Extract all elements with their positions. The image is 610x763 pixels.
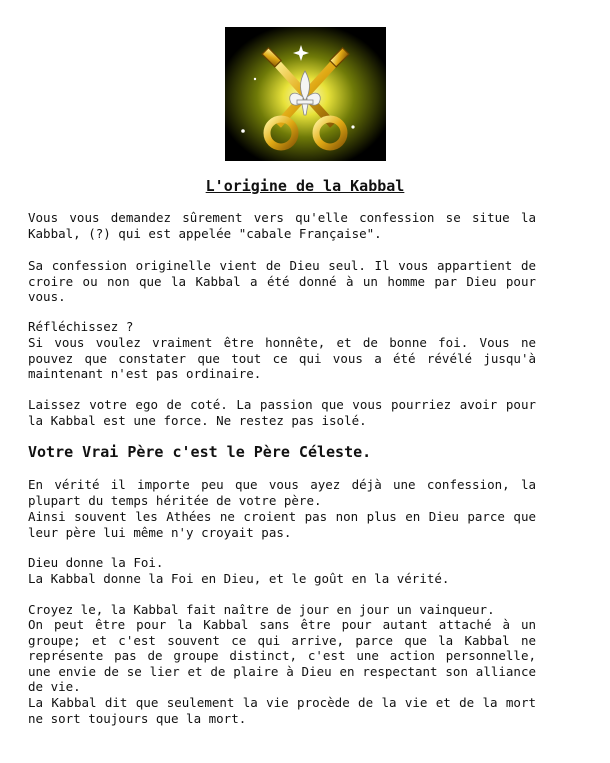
hero-image: [225, 27, 386, 161]
paragraph-1: Vous vous demandez sûrement vers qu'elle confession se situe la Kabbal, (?) qui est appelée "cabale Française".: [28, 210, 536, 241]
paragraph-3: Réfléchissez ?: [28, 319, 134, 334]
paragraph-2: Sa confession originelle vient de Dieu seul. Il vous appartient de croire ou non que la Kabbal a été donné à un homme par Dieu pour vous.: [28, 258, 536, 305]
paragraph-10: Croyez le, la Kabbal fait naître de jour en jour un vainqueur.: [28, 602, 495, 617]
crossed-keys-fleur-de-lis-icon: [225, 27, 386, 161]
paragraph-8: Dieu donne la Foi.: [28, 555, 164, 570]
paragraph-4: Si vous voulez vraiment être honnête, et de bonne foi. Vous ne pouvez que constater que tout ce qui vous a été révélé jusqu'à maintenant n'est pas ordinaire.: [28, 335, 536, 382]
section-heading: Votre Vrai Père c'est le Père Céleste.: [28, 443, 372, 461]
paragraph-7: Ainsi souvent les Athées ne croient pas non plus en Dieu parce que leur père lui même n'y croyait pas.: [28, 509, 536, 540]
page-title: L'origine de la Kabbal: [205, 177, 405, 195]
paragraph-5: Laissez votre ego de coté. La passion que vous pourriez avoir pour la Kabbal est une force. Ne restez pas isolé.: [28, 397, 536, 428]
paragraph-9: La Kabbal donne la Foi en Dieu, et le goût en la vérité.: [28, 571, 450, 586]
paragraph-11: On peut être pour la Kabbal sans être pour autant attaché à un groupe; et c'est souvent ce qui arrive, parce que la Kabbal ne représente pas de groupe distinct, c'est une action personnelle, une envie de se lier et de plaire à Dieu en respectant son alliance de vie.: [28, 617, 536, 695]
paragraph-6: En vérité il importe peu que vous ayez déjà une confession, la plupart du temps héritée de votre père.: [28, 477, 536, 508]
paragraph-12: La Kabbal dit que seulement la vie procède de la vie et de la mort ne sort toujours que la mort.: [28, 695, 536, 726]
